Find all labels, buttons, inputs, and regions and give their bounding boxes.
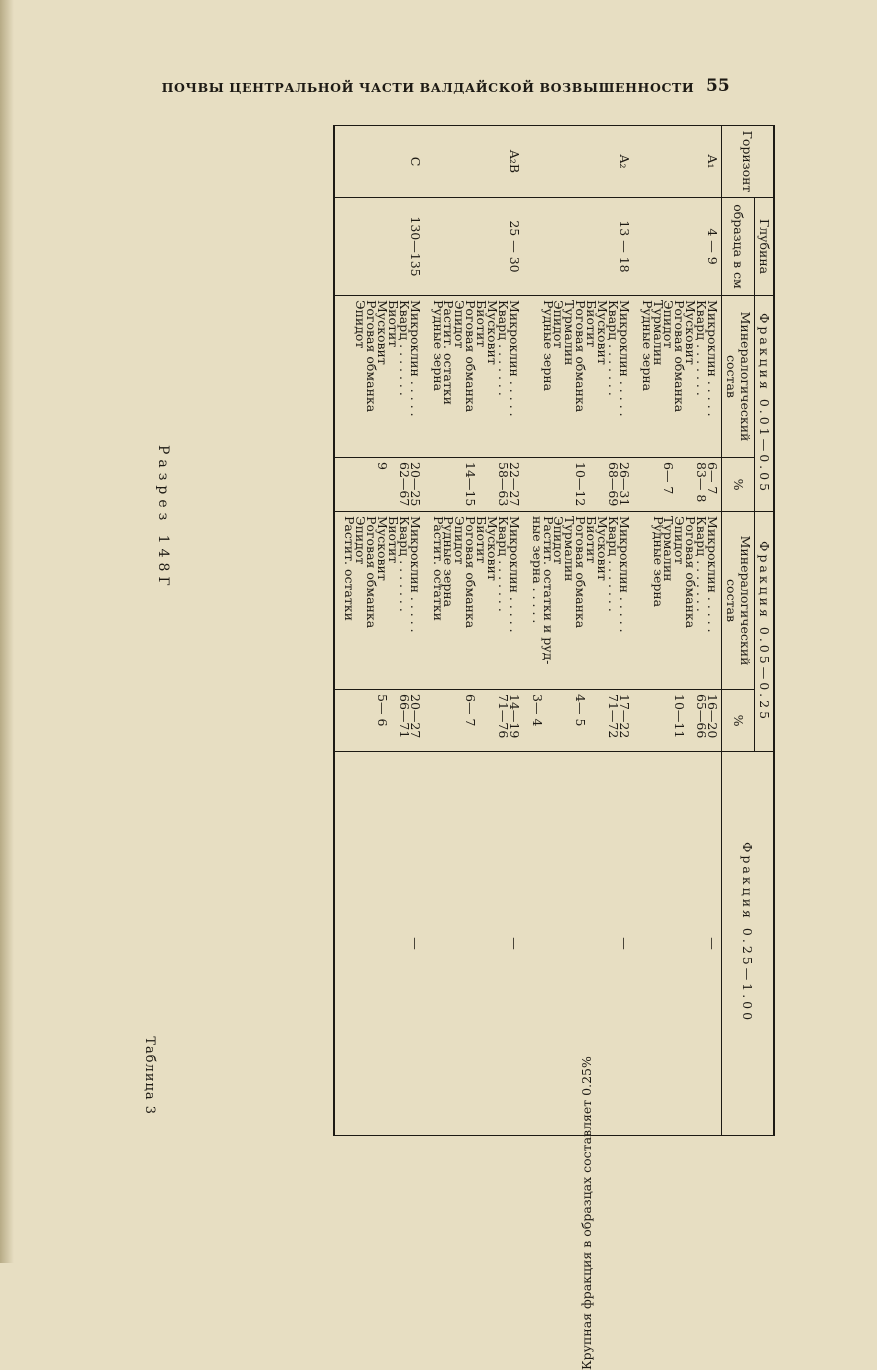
- medium-mineral-line: Мусковит: [484, 516, 500, 581]
- fine-percent-line: 10—12: [573, 462, 589, 507]
- header-fraction-medium: Фракция 0.05—0.25: [755, 512, 775, 752]
- medium-mineral-cell: [523, 512, 633, 690]
- horizon-value: C: [407, 156, 423, 167]
- fine-percent-cell: [523, 458, 633, 512]
- medium-percent-line: 14—19: [506, 694, 522, 739]
- fine-mineral-line: Кварц . . . . . . .: [495, 300, 511, 396]
- fine-percent-line: 6— 7: [705, 462, 720, 495]
- medium-percent-line: 6— 7: [463, 694, 479, 727]
- section-title: Разрез 148Г: [155, 445, 171, 591]
- medium-mineral-line: Мусковит: [594, 516, 610, 581]
- medium-percent-line: 65—66: [694, 694, 710, 739]
- table-body: [334, 126, 721, 1370]
- medium-mineral-line: ные зерна . . . . .: [529, 516, 545, 624]
- medium-percent-line: 71—76: [495, 694, 511, 739]
- medium-mineral-line: Микроклин . . . . .: [506, 516, 522, 633]
- medium-mineral-line: Эпидот: [672, 516, 688, 565]
- medium-percent-cell: [334, 690, 423, 752]
- fine-mineral-line: Микроклин . . . . .: [616, 300, 632, 417]
- rotated-table-block: [105, 125, 775, 1370]
- fine-mineral-line: Биотит: [474, 300, 490, 348]
- fine-mineral-line: Микроклин . . . . .: [506, 300, 522, 417]
- fine-mineral-cell: [334, 296, 423, 458]
- fine-mineral-line: Рудные зерна: [639, 300, 655, 392]
- coarse-value: —: [407, 937, 423, 950]
- coarse-cell: [334, 752, 423, 1136]
- medium-percent-line: 3— 4: [529, 694, 545, 727]
- fine-mineral-line: Кварц . . . . . . .: [694, 300, 710, 396]
- fine-mineral-line: Роговая обманка: [463, 300, 479, 413]
- medium-mineral-line: Растит. остатки: [342, 516, 358, 621]
- depth-value: 25 — 30: [506, 220, 522, 273]
- medium-mineral-line: Биотит: [474, 516, 490, 564]
- header-depth-bottom: образца в см: [722, 198, 755, 296]
- fine-percent-line: 26—31: [616, 462, 632, 507]
- table-row: [523, 126, 633, 1136]
- fine-mineral-line: Мусковит: [594, 300, 610, 365]
- fine-mineral-line: Кварц . . . . . . .: [396, 300, 412, 396]
- page-edge-shadow: [0, 0, 14, 1263]
- fine-mineral-cell: [523, 296, 633, 458]
- fine-mineral-line: Микроклин . . . . .: [407, 300, 423, 417]
- header-fraction-fine: Фракция 0.01—0.05: [755, 296, 775, 512]
- medium-mineral-line: Биотит: [385, 516, 401, 564]
- fine-mineral-line: Микроклин . . . . .: [705, 300, 720, 417]
- fine-mineral-line: Роговая обманка: [364, 300, 380, 413]
- medium-percent-line: [354, 694, 365, 747]
- medium-percent-line: [443, 694, 454, 747]
- header-medium-percent: %: [722, 690, 755, 752]
- fine-mineral-line: Эпидот: [452, 300, 468, 349]
- coarse-value: —: [616, 937, 632, 950]
- horizon-cell: [334, 126, 423, 198]
- medium-percent-line: 71—72: [605, 694, 621, 739]
- medium-percent-line: [553, 694, 564, 747]
- medium-mineral-line: Растит. остатки и руд-: [540, 516, 556, 665]
- depth-cell: [334, 198, 423, 296]
- fine-mineral-line: Роговая обманка: [573, 300, 589, 413]
- fine-percent-line: 6— 7: [661, 462, 677, 495]
- depth-value: 130—135: [407, 216, 423, 277]
- fine-mineral-line: Рудные зерна: [540, 300, 556, 392]
- fine-mineral-line: Турмалин: [650, 300, 666, 366]
- fine-mineral-line: Рудные зерна: [430, 300, 446, 392]
- horizon-value: A₂: [616, 154, 632, 169]
- medium-mineral-line: Эпидот: [551, 516, 567, 565]
- fine-mineral-line: Биотит: [584, 300, 600, 348]
- fine-percent-cell: [633, 458, 722, 512]
- medium-mineral-line: Эпидот: [452, 516, 468, 565]
- medium-mineral-line: Роговая обманка: [463, 516, 479, 629]
- running-head: ПОЧВЫ ЦЕНТРАЛЬНОЙ ЧАСТИ ВАЛДАЙСКОЙ ВОЗВЫШЕННОСТИ: [161, 80, 695, 95]
- depth-cell: [633, 198, 722, 296]
- fine-percent-line: [542, 462, 553, 507]
- medium-mineral-line: Биотит: [584, 516, 600, 564]
- fine-mineral-line: Роговая обманка: [672, 300, 688, 413]
- coarse-value: —: [506, 937, 522, 950]
- medium-mineral-line: Кварц . . . . . . .: [694, 516, 710, 612]
- medium-mineral-line: Рудные зерна: [441, 516, 457, 608]
- medium-mineral-line: Эпидот: [353, 516, 369, 565]
- fine-mineral-line: Турмалин: [562, 300, 578, 366]
- fine-mineral-line: Кварц . . . . . . .: [605, 300, 621, 396]
- medium-mineral-line: Микроклин . . . . .: [407, 516, 423, 633]
- medium-mineral-line: Роговая обманка: [364, 516, 380, 629]
- medium-percent-cell: [424, 690, 523, 752]
- horizon-cell: [424, 126, 523, 198]
- fine-mineral-line: Мусковит: [374, 300, 390, 365]
- medium-mineral-line: Роговая обманка: [573, 516, 589, 629]
- header-fraction-coarse: Фракция 0.25—1.00: [722, 752, 775, 1136]
- medium-mineral-cell: [424, 512, 523, 690]
- header-fine-percent: %: [722, 458, 755, 512]
- fine-mineral-line: Эпидот: [661, 300, 677, 349]
- medium-mineral-cell: [633, 512, 722, 690]
- fine-mineral-line: Эпидот: [551, 300, 567, 349]
- fine-percent-line: [443, 462, 454, 507]
- header-horizon: Горизонт: [722, 126, 775, 198]
- medium-percent-cell: [633, 690, 722, 752]
- medium-mineral-line: Микроклин . . . . .: [705, 516, 720, 633]
- fine-mineral-line: Мусковит: [484, 300, 500, 365]
- fine-percent-line: [354, 462, 365, 507]
- coarse-cell: [424, 752, 523, 1136]
- fine-percent-line: [641, 462, 652, 507]
- fine-percent-line: 14—15: [463, 462, 479, 507]
- fine-mineral-cell: [633, 296, 722, 458]
- depth-cell: [424, 198, 523, 296]
- coarse-cell: [523, 752, 633, 1136]
- medium-percent-line: [343, 694, 354, 747]
- coarse-fraction-note: Крупная фракция в образцах составляет 0.25%: [579, 1056, 595, 1370]
- medium-percent-cell: [523, 690, 633, 752]
- medium-percent-line: [652, 694, 663, 747]
- medium-percent-line: 66—71: [396, 694, 412, 739]
- fine-percent-cell: [334, 458, 423, 512]
- header-depth-top: Глубина: [755, 198, 775, 296]
- medium-mineral-cell: [334, 512, 423, 690]
- horizon-cell: [633, 126, 722, 198]
- mineral-table: [333, 125, 775, 1370]
- depth-value: 4 — 9: [705, 228, 720, 265]
- medium-percent-line: 20—27: [407, 694, 423, 739]
- fine-percent-cell: [424, 458, 523, 512]
- fine-percent-line: 83— 8: [694, 462, 710, 503]
- medium-mineral-line: Растит. остатки: [430, 516, 446, 621]
- page-number: 55: [706, 76, 730, 96]
- fine-mineral-line: Растит. остатки: [441, 300, 457, 405]
- fine-percent-line: 20—25: [407, 462, 423, 507]
- fine-percent-line: 22—27: [506, 462, 522, 507]
- horizon-value: A₂B: [506, 149, 522, 174]
- fine-percent-line: [432, 462, 443, 507]
- medium-percent-line: 16—20: [705, 694, 720, 739]
- horizon-value: A₁: [705, 154, 720, 169]
- fine-mineral-line: Мусковит: [683, 300, 699, 365]
- medium-mineral-line: Рудные зерна: [650, 516, 666, 608]
- depth-value: 13 — 18: [616, 220, 632, 273]
- header-medium-mineral: Минералогический состав: [722, 512, 755, 690]
- coarse-cell: [579, 752, 722, 1370]
- fine-percent-line: 68—69: [605, 462, 621, 507]
- medium-mineral-line: Кварц . . . . . . .: [396, 516, 412, 612]
- header-fine-mineral: Минералогический состав: [722, 296, 755, 458]
- fine-mineral-line: Эпидот: [353, 300, 369, 349]
- fine-percent-line: 58—63: [495, 462, 511, 507]
- table-row: [424, 126, 523, 1136]
- medium-mineral-line: Роговая обманка: [683, 516, 699, 629]
- medium-percent-line: 5— 6: [374, 694, 390, 727]
- depth-cell: [523, 198, 633, 296]
- medium-percent-line: [432, 694, 443, 747]
- medium-percent-line: 4— 5: [573, 694, 589, 727]
- table-row: [334, 126, 423, 1136]
- medium-percent-line: 10—11: [672, 694, 688, 739]
- fine-mineral-cell: [424, 296, 523, 458]
- medium-mineral-line: Турмалин: [661, 516, 677, 582]
- table-row: [633, 126, 722, 1136]
- medium-mineral-line: Мусковит: [374, 516, 390, 581]
- medium-mineral-line: Кварц . . . . . . .: [495, 516, 511, 612]
- medium-mineral-line: Турмалин: [562, 516, 578, 582]
- fine-mineral-line: Биотит: [385, 300, 401, 348]
- fine-percent-line: [553, 462, 564, 507]
- fine-percent-line: 62—67: [396, 462, 412, 507]
- medium-percent-line: 17—22: [616, 694, 632, 739]
- medium-mineral-line: Микроклин . . . . .: [616, 516, 632, 633]
- table-number: Таблица 3: [142, 1036, 157, 1115]
- medium-mineral-line: Кварц . . . . . . .: [605, 516, 621, 612]
- horizon-cell: [523, 126, 633, 198]
- fine-percent-line: 9: [374, 462, 390, 470]
- coarse-value: —: [705, 937, 720, 950]
